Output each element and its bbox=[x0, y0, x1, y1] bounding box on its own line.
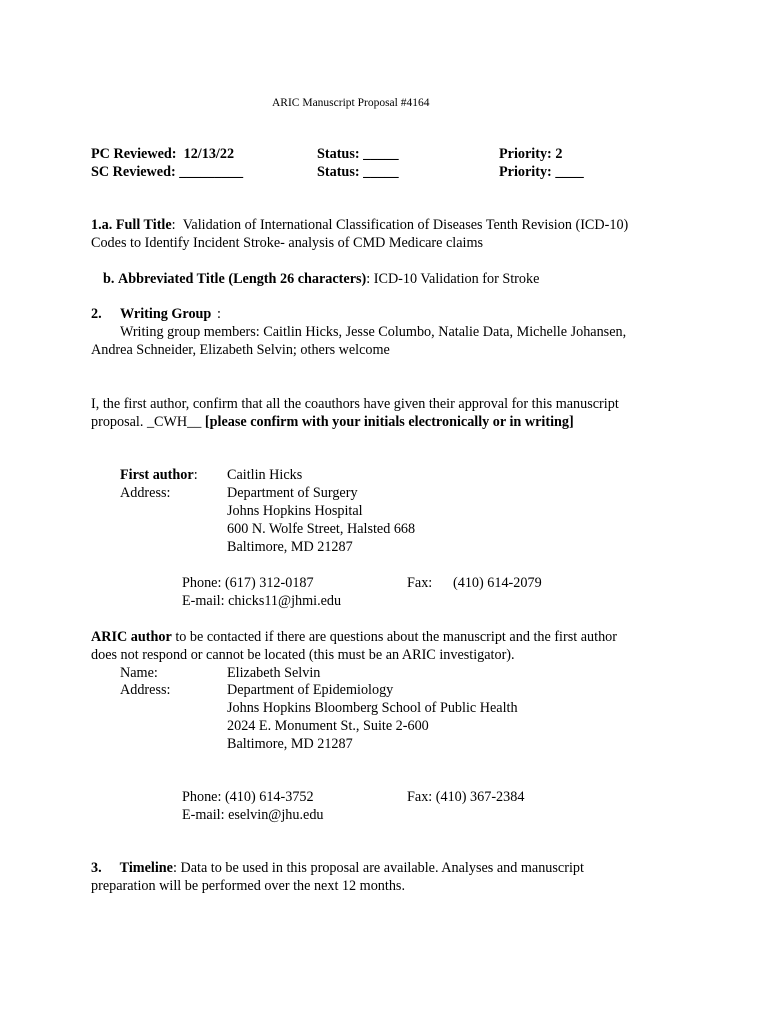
first-author-fax-value: (410) 614-2079 bbox=[453, 575, 542, 591]
first-author-address-2: Johns Hopkins Hospital bbox=[227, 503, 363, 519]
full-title-text-2: Codes to Identify Incident Stroke- analysis of CMD Medicare claims bbox=[91, 235, 484, 251]
aric-author-name: Elizabeth Selvin bbox=[227, 665, 321, 681]
aric-author-address-3: 2024 E. Monument St., Suite 2-600 bbox=[227, 718, 429, 734]
status-1-value: _____ bbox=[363, 146, 399, 162]
aric-author-address-1: Department of Epidemiology bbox=[227, 682, 394, 698]
first-author-name: Caitlin Hicks bbox=[227, 467, 303, 483]
abbrev-label: Abbreviated Title (Length 26 characters) bbox=[117, 271, 367, 287]
writing-group-members-2: Andrea Schneider, Elizabeth Selvin; others welcome bbox=[91, 342, 390, 358]
pc-reviewed bbox=[91, 145, 234, 163]
sc-reviewed-value: _________ bbox=[179, 164, 244, 180]
status-1 bbox=[317, 145, 399, 163]
aric-author-intro-1 bbox=[91, 628, 617, 646]
status-2 bbox=[317, 163, 399, 181]
sc-reviewed-label: SC Reviewed: bbox=[91, 164, 176, 180]
priority-1 bbox=[499, 145, 562, 163]
timeline-line-1 bbox=[91, 859, 584, 877]
aric-author-intro-2: does not respond or cannot be located (this must be an ARIC investigator). bbox=[91, 647, 515, 663]
priority-1-value: 2 bbox=[555, 146, 563, 162]
first-author-label-row: First author: bbox=[120, 467, 198, 483]
priority-2 bbox=[499, 163, 584, 181]
full-title-text-1: Validation of International Classification of Diseases Tenth Revision (ICD-10) bbox=[182, 217, 629, 233]
first-author-address-label: Address: bbox=[120, 485, 171, 501]
confirmation-line-1: I, the first author, confirm that all the coauthors have given their approval for this manuscript bbox=[91, 396, 619, 412]
aric-author-address-2: Johns Hopkins Bloomberg School of Public Health bbox=[227, 700, 518, 716]
full-title-number: 1.a. bbox=[91, 217, 113, 233]
confirmation-line-2 bbox=[91, 413, 574, 431]
aric-author-intro-text: to be contacted if there are questions about the manuscript and the first author bbox=[171, 629, 617, 645]
first-author-address-4: Baltimore, MD 21287 bbox=[227, 539, 353, 555]
full-title-label: Full Title bbox=[115, 217, 172, 233]
abbreviated-title: b. Abbreviated Title (Length 26 characters): ICD-10 Validation for Stroke bbox=[103, 271, 540, 287]
pc-reviewed-value: 12/13/22 bbox=[183, 146, 235, 162]
status-2-label: Status: bbox=[317, 164, 360, 180]
timeline-label: Timeline bbox=[119, 860, 173, 876]
first-author-email: E-mail: chicks11@jhmi.edu bbox=[182, 593, 342, 609]
full-title-line-1: 1.a. Full Title: Validation of International Classification of Diseases Tenth Revision (ICD-10) bbox=[91, 217, 629, 233]
document-title: ARIC Manuscript Proposal #4164 bbox=[272, 97, 430, 109]
status-2-value: _____ bbox=[363, 164, 399, 180]
aric-author-label: ARIC author bbox=[91, 629, 172, 645]
priority-2-label: Priority: bbox=[499, 164, 552, 180]
aric-author-name-label: Name: bbox=[120, 665, 158, 681]
aric-author-address-label: Address: bbox=[120, 682, 171, 698]
status-1-label: Status: bbox=[317, 146, 360, 162]
aric-author-fax: Fax: (410) 367-2384 bbox=[407, 789, 525, 805]
sc-reviewed bbox=[91, 163, 243, 181]
aric-author-email: E-mail: eselvin@jhu.edu bbox=[182, 807, 324, 823]
first-author-address-1: Department of Surgery bbox=[227, 485, 358, 501]
first-author-phone: Phone: (617) 312-0187 bbox=[182, 575, 314, 591]
aric-author-address-4: Baltimore, MD 21287 bbox=[227, 736, 353, 752]
writing-group-members-1: Writing group members: Caitlin Hicks, Jesse Columbo, Natalie Data, Michelle Johansen, bbox=[120, 324, 627, 340]
writing-group-number: 2. bbox=[91, 306, 102, 322]
priority-2-value: ____ bbox=[555, 164, 584, 180]
timeline-text-1: : Data to be used in this proposal are available. Analyses and manuscript bbox=[172, 860, 584, 876]
first-author-address-3: 600 N. Wolfe Street, Halsted 668 bbox=[227, 521, 416, 537]
confirmation-initials: proposal. _CWH__ bbox=[91, 414, 205, 430]
pc-reviewed-label: PC Reviewed: bbox=[91, 146, 177, 162]
confirmation-instruction: [please confirm with your initials electronically or in writing] bbox=[204, 414, 574, 430]
abbrev-value: ICD-10 Validation for Stroke bbox=[373, 271, 540, 287]
priority-1-label: Priority: bbox=[499, 146, 552, 162]
first-author-fax-label: Fax: bbox=[407, 575, 433, 591]
first-author-label: First author bbox=[120, 467, 194, 483]
abbrev-number: b. bbox=[103, 271, 115, 287]
aric-author-phone: Phone: (410) 614-3752 bbox=[182, 789, 314, 805]
writing-group-label: Writing Group bbox=[120, 306, 212, 322]
timeline-number: 3. bbox=[91, 860, 102, 876]
writing-group-heading: 2. Writing Group : bbox=[91, 306, 221, 322]
timeline-line-2: preparation will be performed over the next 12 months. bbox=[91, 878, 406, 894]
